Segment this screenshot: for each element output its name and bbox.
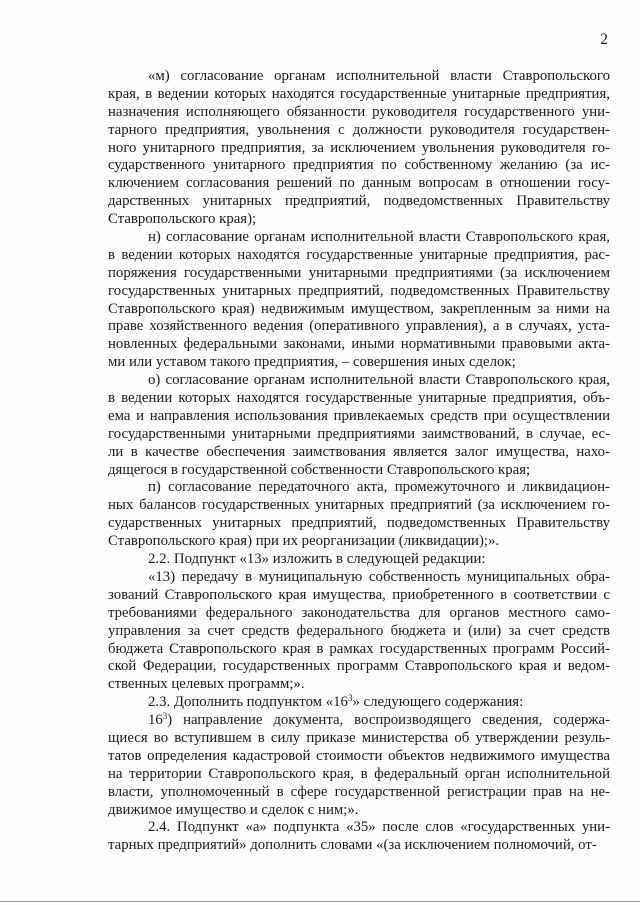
text-line: новленных федеральными законами, иными нормативными правовыми акта- — [108, 336, 610, 353]
text-line: о) согласование органам исполнительной власти Ставропольского края, — [148, 372, 610, 389]
text-line: тарного предприятия, увольнения с должности руководителя государствен- — [108, 121, 610, 138]
paragraph-item-16-3 — [108, 712, 610, 819]
text-line: в ведении которых находятся государственные унитарные предприятия, рас- — [108, 246, 610, 263]
text-line: $16^3$) направление документа, воспроизводящего сведения, содержа- — [148, 711, 610, 729]
text-line: сударственных унитарных предприятий, подведомственных Правительству — [108, 515, 610, 532]
text-line: ема и направления использования привлекаемых средств при осуществлении — [108, 407, 610, 424]
text-line: бюджета Ставропольского края в рамках государственных программ Россий- — [108, 640, 610, 657]
text-line: ми или уставом такого предприятия, – совершения иных сделок; — [108, 354, 516, 371]
text-line: дящегося в государственной собственности Ставропольского края; — [108, 461, 531, 478]
document-body — [108, 68, 610, 855]
text-line: управления за счет средств федерального бюджета и (или) за счет средств — [108, 622, 610, 639]
text-line: Ставропольского края); — [108, 211, 257, 228]
text-line: 2.3. Дополнить подпунктом «$16^3$» следующего содержания: — [148, 693, 524, 711]
text-line: ного унитарного предприятия, за исключением увольнения руководителя го- — [108, 139, 610, 156]
text-line: татов определения кадастровой стоимости объектов недвижимого имущества — [108, 747, 610, 764]
paragraph-section-2-3 — [108, 694, 610, 712]
text-line: ключением согласования решений по данным вопросам в отношении госу- — [108, 175, 610, 192]
text-line: ской Федерации, государственных программ Ставропольского края и ведом- — [108, 658, 610, 675]
text-line: сударственного унитарного предприятия по собственному желанию (за ис- — [108, 157, 610, 174]
text-line: Ставропольского края) недвижимым имуществом, закрепленным за ними на — [108, 300, 610, 317]
text-line: на территории Ставропольского края, в федеральный орган исполнительной — [108, 765, 610, 782]
text-line: тарных предприятий» дополнить словами «(за исключением полномочий, от- — [108, 837, 597, 854]
text-line: края, в ведении которых находятся государственные унитарные предприятия, — [108, 85, 610, 102]
text-line: движимое имущество и сделок с ним;». — [108, 801, 359, 818]
text-line: «13) передачу в муниципальную собственность муниципальных обра- — [148, 568, 610, 585]
text-line: «м) согласование органам исполнительной власти Ставропольского — [148, 68, 610, 84]
text-line: дарственных унитарных предприятий, подведомственных Правительству — [108, 193, 610, 210]
text-line: государственных унитарных предприятий, подведомственных Правительству — [108, 282, 610, 299]
text-line: поряжения государственными унитарными предприятиями (за исключением — [108, 264, 610, 281]
page-bottom-edge — [0, 901, 640, 902]
text-line: 2.2. Подпункт «13» изложить в следующей редакции: — [148, 551, 486, 568]
text-line: требованиями федерального законодательства для органов местного само- — [108, 604, 610, 621]
text-line: 2.4. Подпункт «а» подпункта «35» после слов «государственных уни- — [148, 819, 610, 836]
text-line: ли в качестве обеспечения заимствования является залог имущества, нахо- — [108, 443, 610, 460]
text-line: ственных целевых программ;». — [108, 676, 305, 693]
text-line: щиеся во вступившем в силу приказе министерства об утверждении резуль- — [108, 729, 610, 746]
paragraph-section-2-4 — [108, 819, 610, 855]
text-line: праве хозяйственного ведения (оперативного управления), а в случаях, уста- — [108, 318, 610, 335]
paragraph-item-o — [108, 372, 610, 479]
paragraph-item-m — [108, 68, 610, 229]
text-line: в ведении которых находятся государственные унитарные предприятия, объ- — [108, 390, 610, 407]
paragraph-section-2-2 — [108, 551, 610, 569]
text-line: Ставропольского края) при их реорганизации (ликвидации);». — [108, 533, 500, 550]
paragraph-item-p — [108, 479, 610, 551]
text-line: власти, уполномоченный в сфере государственной регистрации прав на не- — [108, 783, 610, 800]
text-line: зований Ставропольского края имущества, приобретенного в соответствии с — [108, 586, 610, 603]
text-line: ных балансов государственных унитарных предприятий (за исключением го- — [108, 497, 610, 514]
paragraph-item-13 — [108, 569, 610, 694]
text-line: п) согласование передаточного акта, промежуточного и ликвидацион- — [148, 479, 610, 496]
text-line: назначения исполняющего обязанности руководителя государственного уни- — [108, 103, 610, 120]
paragraph-item-n — [108, 229, 610, 372]
text-line: н) согласование органам исполнительной власти Ставропольского края, — [148, 229, 610, 246]
page-number: 2 — [600, 31, 608, 48]
text-line: государственными унитарными предприятиями заимствований, в случае, ес- — [108, 425, 610, 442]
